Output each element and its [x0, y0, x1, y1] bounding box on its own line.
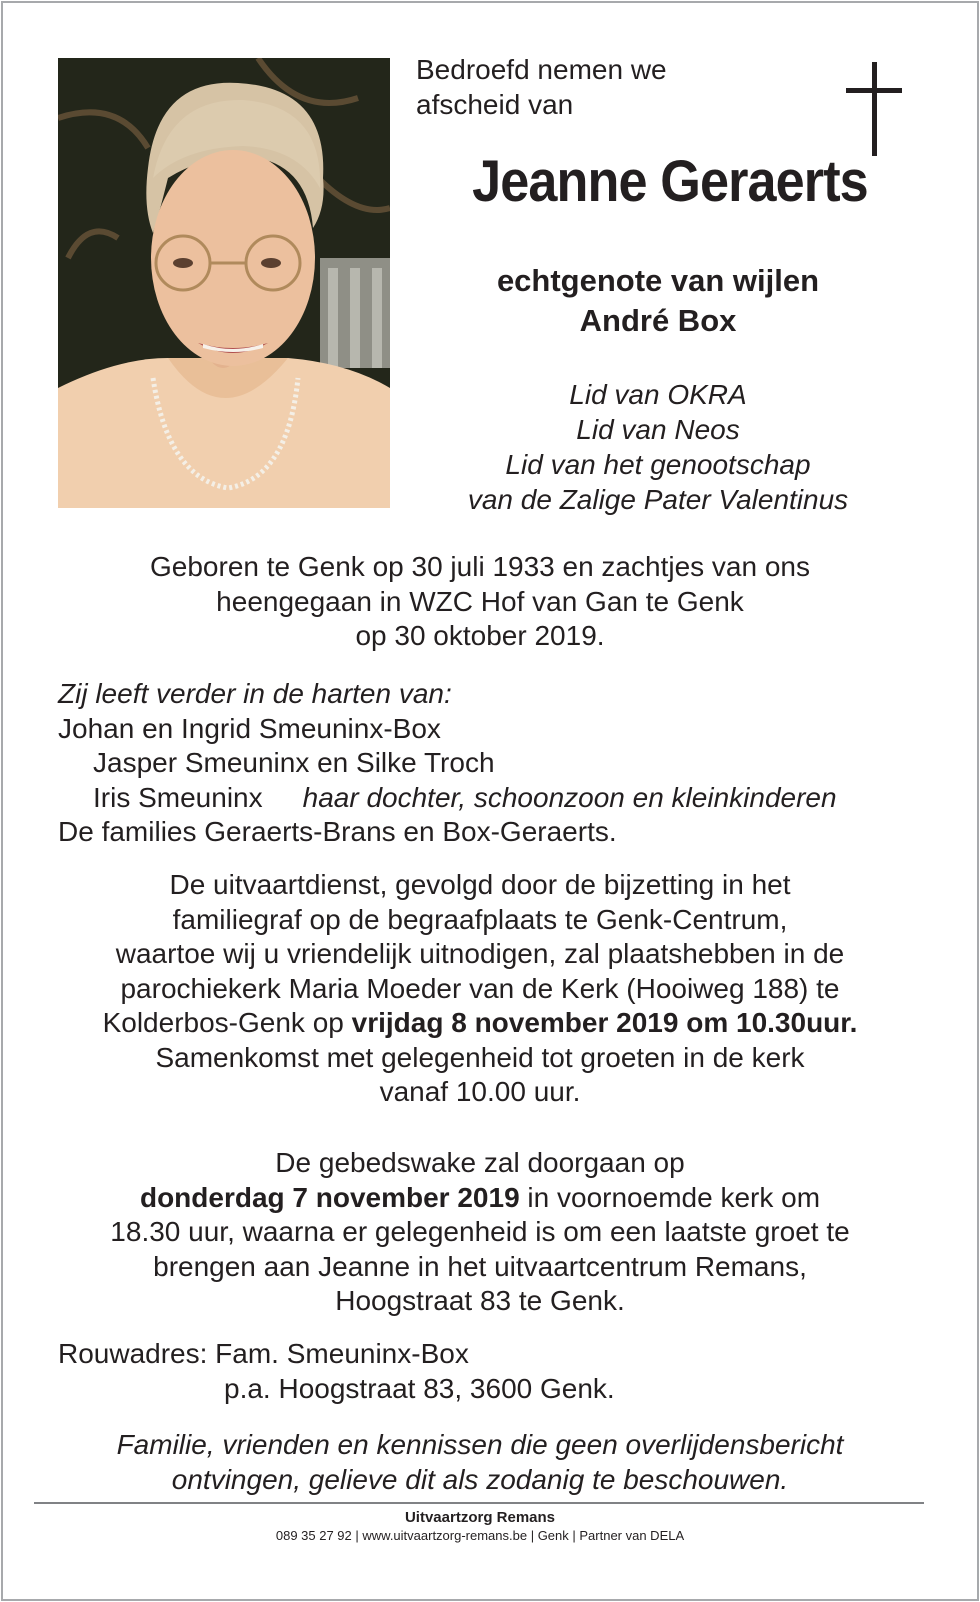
cross-icon	[846, 62, 902, 156]
birth-death-line: op 30 oktober 2019.	[355, 620, 605, 651]
funeral-company-name: Uitvaartzorg Remans	[404, 1509, 556, 1526]
wake-details	[40, 1146, 920, 1319]
funeral-datetime: vrijdag 8 november 2019 om 10.30uur.	[351, 1007, 858, 1038]
survivor-line: Johan en Ingrid Smeuninx-Box	[58, 712, 441, 744]
membership-item: van de Zalige Pater Valentinus	[467, 484, 849, 515]
address-line: Rouwadres: Fam. Smeuninx-Box	[58, 1338, 469, 1369]
spouse-relation: echtgenote van wijlen	[496, 263, 820, 298]
membership-item: Lid van OKRA	[569, 379, 747, 410]
portrait-photo	[58, 58, 390, 508]
wake-line: 18.30 uur, waarna er gelegenheid is om een laatste groet te	[110, 1216, 850, 1247]
funeral-line: waartoe wij u vriendelijk uitnodigen, zal plaatshebben in de	[115, 938, 845, 969]
wake-date-suffix: in voornoemde kerk om	[519, 1181, 821, 1213]
membership-item: Lid van het genootschap	[505, 449, 811, 480]
deceased-name: Jeanne Geraerts	[472, 149, 868, 214]
wake-line	[40, 1181, 920, 1216]
wake-line: Hoogstraat 83 te Genk.	[335, 1285, 625, 1316]
closing-line: Familie, vrienden en kennissen die geen overlijdensbericht	[116, 1429, 844, 1460]
funeral-line	[40, 1006, 920, 1041]
funeral-line: De uitvaartdienst, gevolgd door de bijzetting in het	[169, 869, 791, 900]
survivor-line: Jasper Smeuninx en Silke Troch	[93, 747, 495, 778]
survivor-name: Iris Smeuninx	[93, 781, 263, 813]
wake-line: De gebedswake zal doorgaan op	[275, 1147, 685, 1178]
address-line: p.a. Hoogstraat 83, 3600 Genk.	[224, 1372, 615, 1404]
survivor-line	[58, 781, 837, 816]
closing-note	[40, 1428, 920, 1497]
birth-death-line: Geboren te Genk op 30 juli 1933 en zachtjes van ons	[150, 551, 810, 582]
intro-line: afscheid van	[416, 89, 574, 120]
survivor-relation: haar dochter, schoonzoon en kleinkinderen	[302, 781, 837, 813]
membership-item: Lid van Neos	[576, 414, 740, 445]
spouse-info	[430, 261, 886, 341]
funeral-line: parochiekerk Maria Moeder van de Kerk (Hooiweg 188) te	[120, 972, 840, 1004]
closing-line: ontvingen, gelieve dit als zodanig te beschouwen.	[171, 1463, 789, 1495]
funeral-line: familiegraf op de begraafplaats te Genk-Centrum,	[172, 903, 788, 935]
memberships	[430, 377, 886, 517]
birth-death-text	[40, 550, 920, 654]
gathering-line: Samenkomst met gelegenheid tot groeten in de kerk	[155, 1041, 805, 1073]
footer	[40, 1509, 920, 1545]
mourning-address	[58, 1337, 615, 1406]
wake-line: brengen aan Jeanne in het uitvaartcentrum Remans,	[153, 1250, 807, 1282]
survivor-line: De families Geraerts-Brans en Box-Geraerts.	[58, 816, 617, 847]
intro-line: Bedroefd nemen we	[416, 54, 667, 85]
funeral-place: Kolderbos-Genk op	[102, 1007, 352, 1038]
funeral-company-details: 089 35 27 92 | www.uitvaartzorg-remans.be | Genk | Partner van DELA	[275, 1528, 685, 1543]
footer-divider	[34, 1502, 924, 1504]
birth-death-line: heengegaan in WZC Hof van Gan te Genk	[216, 585, 744, 617]
survivors-list	[58, 677, 837, 850]
spouse-name: André Box	[579, 303, 737, 338]
wake-date: donderdag 7 november 2019	[139, 1181, 520, 1213]
gathering-line: vanaf 10.00 uur.	[379, 1076, 581, 1107]
intro-text	[416, 52, 667, 122]
funeral-details	[40, 868, 920, 1110]
survivors-heading: Zij leeft verder in de harten van:	[58, 678, 452, 709]
